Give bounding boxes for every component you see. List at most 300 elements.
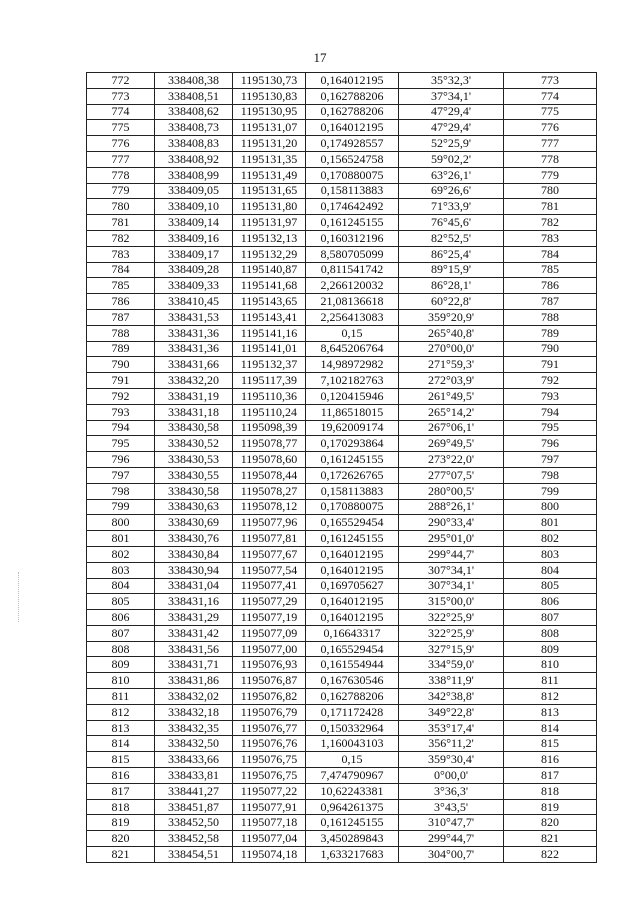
direction-angle-cell: 59°02,2' — [399, 151, 504, 167]
next-point-cell: 814 — [504, 720, 597, 736]
x-coordinate-cell: 338430,58 — [155, 483, 233, 499]
x-coordinate-cell: 338408,38 — [155, 73, 233, 89]
table-row — [87, 467, 597, 483]
point-number-cell: 809 — [87, 657, 155, 673]
next-point-cell: 787 — [504, 294, 597, 310]
point-number-cell: 799 — [87, 499, 155, 515]
table-row — [87, 752, 597, 768]
x-coordinate-cell: 338408,99 — [155, 167, 233, 183]
next-point-cell: 782 — [504, 215, 597, 231]
direction-angle-cell: 267°06,1' — [399, 420, 504, 436]
table-row — [87, 594, 597, 610]
next-point-cell: 794 — [504, 404, 597, 420]
table-row — [87, 404, 597, 420]
point-number-cell: 777 — [87, 151, 155, 167]
point-number-cell: 786 — [87, 294, 155, 310]
next-point-cell: 786 — [504, 278, 597, 294]
x-coordinate-cell: 338408,83 — [155, 136, 233, 152]
direction-angle-cell: 304°00,7' — [399, 847, 504, 863]
next-point-cell: 810 — [504, 657, 597, 673]
distance-cell: 0,165529454 — [306, 641, 399, 657]
direction-angle-cell: 52°25,9' — [399, 136, 504, 152]
y-coordinate-cell: 1195076,79 — [233, 704, 306, 720]
distance-cell: 0,165529454 — [306, 515, 399, 531]
point-number-cell: 790 — [87, 357, 155, 373]
x-coordinate-cell: 338410,45 — [155, 294, 233, 310]
page-number: 17 — [313, 50, 327, 65]
point-number-cell: 773 — [87, 88, 155, 104]
table-row — [87, 215, 597, 231]
y-coordinate-cell: 1195131,20 — [233, 136, 306, 152]
y-coordinate-cell: 1195076,75 — [233, 752, 306, 768]
x-coordinate-cell: 338409,28 — [155, 262, 233, 278]
table-row — [87, 720, 597, 736]
point-number-cell: 789 — [87, 341, 155, 357]
y-coordinate-cell: 1195131,97 — [233, 215, 306, 231]
direction-angle-cell: 342°38,8' — [399, 689, 504, 705]
point-number-cell: 798 — [87, 483, 155, 499]
table-row — [87, 88, 597, 104]
x-coordinate-cell: 338441,27 — [155, 783, 233, 799]
next-point-cell: 783 — [504, 230, 597, 246]
table-row — [87, 515, 597, 531]
x-coordinate-cell: 338408,51 — [155, 88, 233, 104]
x-coordinate-cell: 338431,42 — [155, 625, 233, 641]
table-row — [87, 483, 597, 499]
point-number-cell: 811 — [87, 689, 155, 705]
table-row — [87, 562, 597, 578]
table-row — [87, 246, 597, 262]
y-coordinate-cell: 1195131,07 — [233, 120, 306, 136]
distance-cell: 0,16643317 — [306, 625, 399, 641]
direction-angle-cell: 47°29,4' — [399, 104, 504, 120]
direction-angle-cell: 63°26,1' — [399, 167, 504, 183]
x-coordinate-cell: 338454,51 — [155, 847, 233, 863]
direction-angle-cell: 299°44,7' — [399, 831, 504, 847]
next-point-cell: 775 — [504, 104, 597, 120]
x-coordinate-cell: 338431,29 — [155, 610, 233, 626]
direction-angle-cell: 261°49,5' — [399, 388, 504, 404]
table-row — [87, 436, 597, 452]
direction-angle-cell: 322°25,9' — [399, 610, 504, 626]
distance-cell: 0,164012195 — [306, 562, 399, 578]
distance-cell: 21,08136618 — [306, 294, 399, 310]
point-number-cell: 804 — [87, 578, 155, 594]
point-number-cell: 806 — [87, 610, 155, 626]
table-row — [87, 783, 597, 799]
next-point-cell: 803 — [504, 546, 597, 562]
scan-margin-mark — [18, 572, 22, 622]
next-point-cell: 778 — [504, 151, 597, 167]
table-row — [87, 230, 597, 246]
direction-angle-cell: 47°29,4' — [399, 120, 504, 136]
next-point-cell: 808 — [504, 625, 597, 641]
table-row — [87, 578, 597, 594]
direction-angle-cell: 295°01,0' — [399, 531, 504, 547]
table-row — [87, 673, 597, 689]
point-number-cell: 807 — [87, 625, 155, 641]
x-coordinate-cell: 338430,63 — [155, 499, 233, 515]
y-coordinate-cell: 1195098,39 — [233, 420, 306, 436]
x-coordinate-cell: 338430,55 — [155, 467, 233, 483]
x-coordinate-cell: 338408,62 — [155, 104, 233, 120]
point-number-cell: 783 — [87, 246, 155, 262]
point-number-cell: 772 — [87, 73, 155, 89]
x-coordinate-cell: 338409,17 — [155, 246, 233, 262]
point-number-cell: 817 — [87, 783, 155, 799]
next-point-cell: 801 — [504, 515, 597, 531]
direction-angle-cell: 86°25,4' — [399, 246, 504, 262]
next-point-cell: 776 — [504, 120, 597, 136]
point-number-cell: 802 — [87, 546, 155, 562]
next-point-cell: 799 — [504, 483, 597, 499]
distance-cell: 7,474790967 — [306, 768, 399, 784]
direction-angle-cell: 272°03,9' — [399, 373, 504, 389]
table-row — [87, 151, 597, 167]
y-coordinate-cell: 1195077,81 — [233, 531, 306, 547]
direction-angle-cell: 265°40,8' — [399, 325, 504, 341]
x-coordinate-cell: 338408,73 — [155, 120, 233, 136]
x-coordinate-cell: 338431,18 — [155, 404, 233, 420]
x-coordinate-cell: 338409,10 — [155, 199, 233, 215]
next-point-cell: 792 — [504, 373, 597, 389]
direction-angle-cell: 269°49,5' — [399, 436, 504, 452]
table-row — [87, 357, 597, 373]
next-point-cell: 796 — [504, 436, 597, 452]
y-coordinate-cell: 1195076,93 — [233, 657, 306, 673]
distance-cell: 19,62009174 — [306, 420, 399, 436]
distance-cell: 0,160312196 — [306, 230, 399, 246]
table-row — [87, 610, 597, 626]
point-number-cell: 819 — [87, 815, 155, 831]
next-point-cell: 802 — [504, 531, 597, 547]
distance-cell: 2,266120032 — [306, 278, 399, 294]
direction-angle-cell: 69°26,6' — [399, 183, 504, 199]
distance-cell: 8,580705099 — [306, 246, 399, 262]
next-point-cell: 821 — [504, 831, 597, 847]
y-coordinate-cell: 1195077,22 — [233, 783, 306, 799]
table-row — [87, 815, 597, 831]
next-point-cell: 791 — [504, 357, 597, 373]
table-row — [87, 278, 597, 294]
direction-angle-cell: 307°34,1' — [399, 578, 504, 594]
direction-angle-cell: 288°26,1' — [399, 499, 504, 515]
distance-cell: 3,450289843 — [306, 831, 399, 847]
next-point-cell: 793 — [504, 388, 597, 404]
table-row — [87, 641, 597, 657]
next-point-cell: 813 — [504, 704, 597, 720]
point-number-cell: 796 — [87, 452, 155, 468]
direction-angle-cell: 322°25,9' — [399, 625, 504, 641]
point-number-cell: 780 — [87, 199, 155, 215]
point-number-cell: 805 — [87, 594, 155, 610]
y-coordinate-cell: 1195141,68 — [233, 278, 306, 294]
table-row — [87, 736, 597, 752]
point-number-cell: 793 — [87, 404, 155, 420]
direction-angle-cell: 76°45,6' — [399, 215, 504, 231]
distance-cell: 0,162788206 — [306, 689, 399, 705]
x-coordinate-cell: 338432,02 — [155, 689, 233, 705]
distance-cell: 0,161245155 — [306, 531, 399, 547]
direction-angle-cell: 280°00,5' — [399, 483, 504, 499]
y-coordinate-cell: 1195076,76 — [233, 736, 306, 752]
table-row — [87, 325, 597, 341]
table-row — [87, 183, 597, 199]
x-coordinate-cell: 338430,84 — [155, 546, 233, 562]
point-number-cell: 801 — [87, 531, 155, 547]
distance-cell: 2,256413083 — [306, 309, 399, 325]
distance-cell: 0,172626765 — [306, 467, 399, 483]
distance-cell: 0,167630546 — [306, 673, 399, 689]
y-coordinate-cell: 1195141,01 — [233, 341, 306, 357]
y-coordinate-cell: 1195077,00 — [233, 641, 306, 657]
x-coordinate-cell: 338431,71 — [155, 657, 233, 673]
y-coordinate-cell: 1195077,54 — [233, 562, 306, 578]
direction-angle-cell: 353°17,4' — [399, 720, 504, 736]
direction-angle-cell: 270°00,0' — [399, 341, 504, 357]
y-coordinate-cell: 1195076,77 — [233, 720, 306, 736]
distance-cell: 0,162788206 — [306, 88, 399, 104]
point-number-cell: 820 — [87, 831, 155, 847]
direction-angle-cell: 271°59,3' — [399, 357, 504, 373]
x-coordinate-cell: 338430,69 — [155, 515, 233, 531]
y-coordinate-cell: 1195077,29 — [233, 594, 306, 610]
table-row — [87, 388, 597, 404]
next-point-cell: 788 — [504, 309, 597, 325]
distance-cell: 0,161554944 — [306, 657, 399, 673]
point-number-cell: 815 — [87, 752, 155, 768]
table-row — [87, 199, 597, 215]
x-coordinate-cell: 338408,92 — [155, 151, 233, 167]
y-coordinate-cell: 1195078,77 — [233, 436, 306, 452]
x-coordinate-cell: 338432,50 — [155, 736, 233, 752]
table-row — [87, 262, 597, 278]
distance-cell: 0,164012195 — [306, 120, 399, 136]
next-point-cell: 795 — [504, 420, 597, 436]
distance-cell: 0,156524758 — [306, 151, 399, 167]
distance-cell: 0,169705627 — [306, 578, 399, 594]
next-point-cell: 805 — [504, 578, 597, 594]
point-number-cell: 810 — [87, 673, 155, 689]
distance-cell: 0,158113883 — [306, 483, 399, 499]
table-row — [87, 120, 597, 136]
next-point-cell: 819 — [504, 799, 597, 815]
y-coordinate-cell: 1195078,12 — [233, 499, 306, 515]
table-row — [87, 452, 597, 468]
direction-angle-cell: 334°59,0' — [399, 657, 504, 673]
direction-angle-cell: 0°00,0' — [399, 768, 504, 784]
y-coordinate-cell: 1195077,09 — [233, 625, 306, 641]
point-number-cell: 778 — [87, 167, 155, 183]
distance-cell: 0,15 — [306, 325, 399, 341]
next-point-cell: 798 — [504, 467, 597, 483]
distance-cell: 0,161245155 — [306, 452, 399, 468]
x-coordinate-cell: 338431,36 — [155, 341, 233, 357]
x-coordinate-cell: 338432,20 — [155, 373, 233, 389]
point-number-cell: 795 — [87, 436, 155, 452]
direction-angle-cell: 338°11,9' — [399, 673, 504, 689]
distance-cell: 8,645206764 — [306, 341, 399, 357]
point-number-cell: 808 — [87, 641, 155, 657]
y-coordinate-cell: 1195078,27 — [233, 483, 306, 499]
direction-angle-cell: 356°11,2' — [399, 736, 504, 752]
distance-cell: 0,811541742 — [306, 262, 399, 278]
table-row — [87, 768, 597, 784]
next-point-cell: 811 — [504, 673, 597, 689]
point-number-cell: 776 — [87, 136, 155, 152]
direction-angle-cell: 277°07,5' — [399, 467, 504, 483]
distance-cell: 0,164012195 — [306, 594, 399, 610]
distance-cell: 11,86518015 — [306, 404, 399, 420]
distance-cell: 0,170293864 — [306, 436, 399, 452]
direction-angle-cell: 315°00,0' — [399, 594, 504, 610]
x-coordinate-cell: 338431,19 — [155, 388, 233, 404]
table-row — [87, 104, 597, 120]
table-row — [87, 309, 597, 325]
point-number-cell: 818 — [87, 799, 155, 815]
y-coordinate-cell: 1195131,80 — [233, 199, 306, 215]
x-coordinate-cell: 338430,52 — [155, 436, 233, 452]
y-coordinate-cell: 1195131,49 — [233, 167, 306, 183]
y-coordinate-cell: 1195110,24 — [233, 404, 306, 420]
table-row — [87, 341, 597, 357]
coordinates-table-container — [86, 72, 596, 863]
direction-angle-cell: 37°34,1' — [399, 88, 504, 104]
point-number-cell: 791 — [87, 373, 155, 389]
distance-cell: 0,964261375 — [306, 799, 399, 815]
next-point-cell: 822 — [504, 847, 597, 863]
table-row — [87, 373, 597, 389]
next-point-cell: 779 — [504, 167, 597, 183]
direction-angle-cell: 35°32,3' — [399, 73, 504, 89]
next-point-cell: 773 — [504, 73, 597, 89]
next-point-cell: 806 — [504, 594, 597, 610]
point-number-cell: 787 — [87, 309, 155, 325]
y-coordinate-cell: 1195131,65 — [233, 183, 306, 199]
table-row — [87, 167, 597, 183]
distance-cell: 0,174928557 — [306, 136, 399, 152]
x-coordinate-cell: 338431,56 — [155, 641, 233, 657]
next-point-cell: 780 — [504, 183, 597, 199]
y-coordinate-cell: 1195076,75 — [233, 768, 306, 784]
next-point-cell: 797 — [504, 452, 597, 468]
distance-cell: 0,161245155 — [306, 215, 399, 231]
distance-cell: 0,164012195 — [306, 610, 399, 626]
distance-cell: 0,162788206 — [306, 104, 399, 120]
table-row — [87, 831, 597, 847]
x-coordinate-cell: 338432,18 — [155, 704, 233, 720]
point-number-cell: 788 — [87, 325, 155, 341]
y-coordinate-cell: 1195110,36 — [233, 388, 306, 404]
table-row — [87, 657, 597, 673]
y-coordinate-cell: 1195077,04 — [233, 831, 306, 847]
x-coordinate-cell: 338409,14 — [155, 215, 233, 231]
x-coordinate-cell: 338430,58 — [155, 420, 233, 436]
direction-angle-cell: 3°43,5' — [399, 799, 504, 815]
table-row — [87, 531, 597, 547]
point-number-cell: 785 — [87, 278, 155, 294]
direction-angle-cell: 290°33,4' — [399, 515, 504, 531]
x-coordinate-cell: 338431,53 — [155, 309, 233, 325]
table-row — [87, 625, 597, 641]
next-point-cell: 812 — [504, 689, 597, 705]
y-coordinate-cell: 1195078,44 — [233, 467, 306, 483]
x-coordinate-cell: 338430,94 — [155, 562, 233, 578]
direction-angle-cell: 60°22,8' — [399, 294, 504, 310]
y-coordinate-cell: 1195130,73 — [233, 73, 306, 89]
next-point-cell: 809 — [504, 641, 597, 657]
x-coordinate-cell: 338431,86 — [155, 673, 233, 689]
next-point-cell: 774 — [504, 88, 597, 104]
y-coordinate-cell: 1195140,87 — [233, 262, 306, 278]
direction-angle-cell: 327°15,9' — [399, 641, 504, 657]
distance-cell: 0,164012195 — [306, 73, 399, 89]
point-number-cell: 784 — [87, 262, 155, 278]
distance-cell: 0,120415946 — [306, 388, 399, 404]
direction-angle-cell: 359°30,4' — [399, 752, 504, 768]
distance-cell: 0,161245155 — [306, 815, 399, 831]
distance-cell: 14,98972982 — [306, 357, 399, 373]
distance-cell: 1,160043103 — [306, 736, 399, 752]
point-number-cell: 797 — [87, 467, 155, 483]
y-coordinate-cell: 1195077,91 — [233, 799, 306, 815]
x-coordinate-cell: 338431,36 — [155, 325, 233, 341]
point-number-cell: 812 — [87, 704, 155, 720]
distance-cell: 7,102182763 — [306, 373, 399, 389]
x-coordinate-cell: 338452,58 — [155, 831, 233, 847]
distance-cell: 0,158113883 — [306, 183, 399, 199]
point-number-cell: 803 — [87, 562, 155, 578]
table-row — [87, 847, 597, 863]
direction-angle-cell: 307°34,1' — [399, 562, 504, 578]
y-coordinate-cell: 1195132,13 — [233, 230, 306, 246]
x-coordinate-cell: 338431,16 — [155, 594, 233, 610]
distance-cell: 0,15 — [306, 752, 399, 768]
next-point-cell: 816 — [504, 752, 597, 768]
point-number-cell: 782 — [87, 230, 155, 246]
table-row — [87, 294, 597, 310]
x-coordinate-cell: 338452,50 — [155, 815, 233, 831]
distance-cell: 0,171172428 — [306, 704, 399, 720]
next-point-cell: 804 — [504, 562, 597, 578]
point-number-cell: 792 — [87, 388, 155, 404]
y-coordinate-cell: 1195131,35 — [233, 151, 306, 167]
direction-angle-cell: 310°47,7' — [399, 815, 504, 831]
y-coordinate-cell: 1195143,41 — [233, 309, 306, 325]
point-number-cell: 794 — [87, 420, 155, 436]
direction-angle-cell: 273°22,0' — [399, 452, 504, 468]
table-row — [87, 689, 597, 705]
x-coordinate-cell: 338430,76 — [155, 531, 233, 547]
y-coordinate-cell: 1195130,95 — [233, 104, 306, 120]
next-point-cell: 818 — [504, 783, 597, 799]
x-coordinate-cell: 338431,04 — [155, 578, 233, 594]
y-coordinate-cell: 1195141,16 — [233, 325, 306, 341]
distance-cell: 0,150332964 — [306, 720, 399, 736]
distance-cell: 0,170880075 — [306, 167, 399, 183]
y-coordinate-cell: 1195077,67 — [233, 546, 306, 562]
y-coordinate-cell: 1195143,65 — [233, 294, 306, 310]
next-point-cell: 785 — [504, 262, 597, 278]
distance-cell: 1,633217683 — [306, 847, 399, 863]
distance-cell: 0,164012195 — [306, 546, 399, 562]
table-row — [87, 704, 597, 720]
y-coordinate-cell: 1195132,37 — [233, 357, 306, 373]
x-coordinate-cell: 338432,35 — [155, 720, 233, 736]
x-coordinate-cell: 338451,87 — [155, 799, 233, 815]
direction-angle-cell: 71°33,9' — [399, 199, 504, 215]
table-row — [87, 546, 597, 562]
